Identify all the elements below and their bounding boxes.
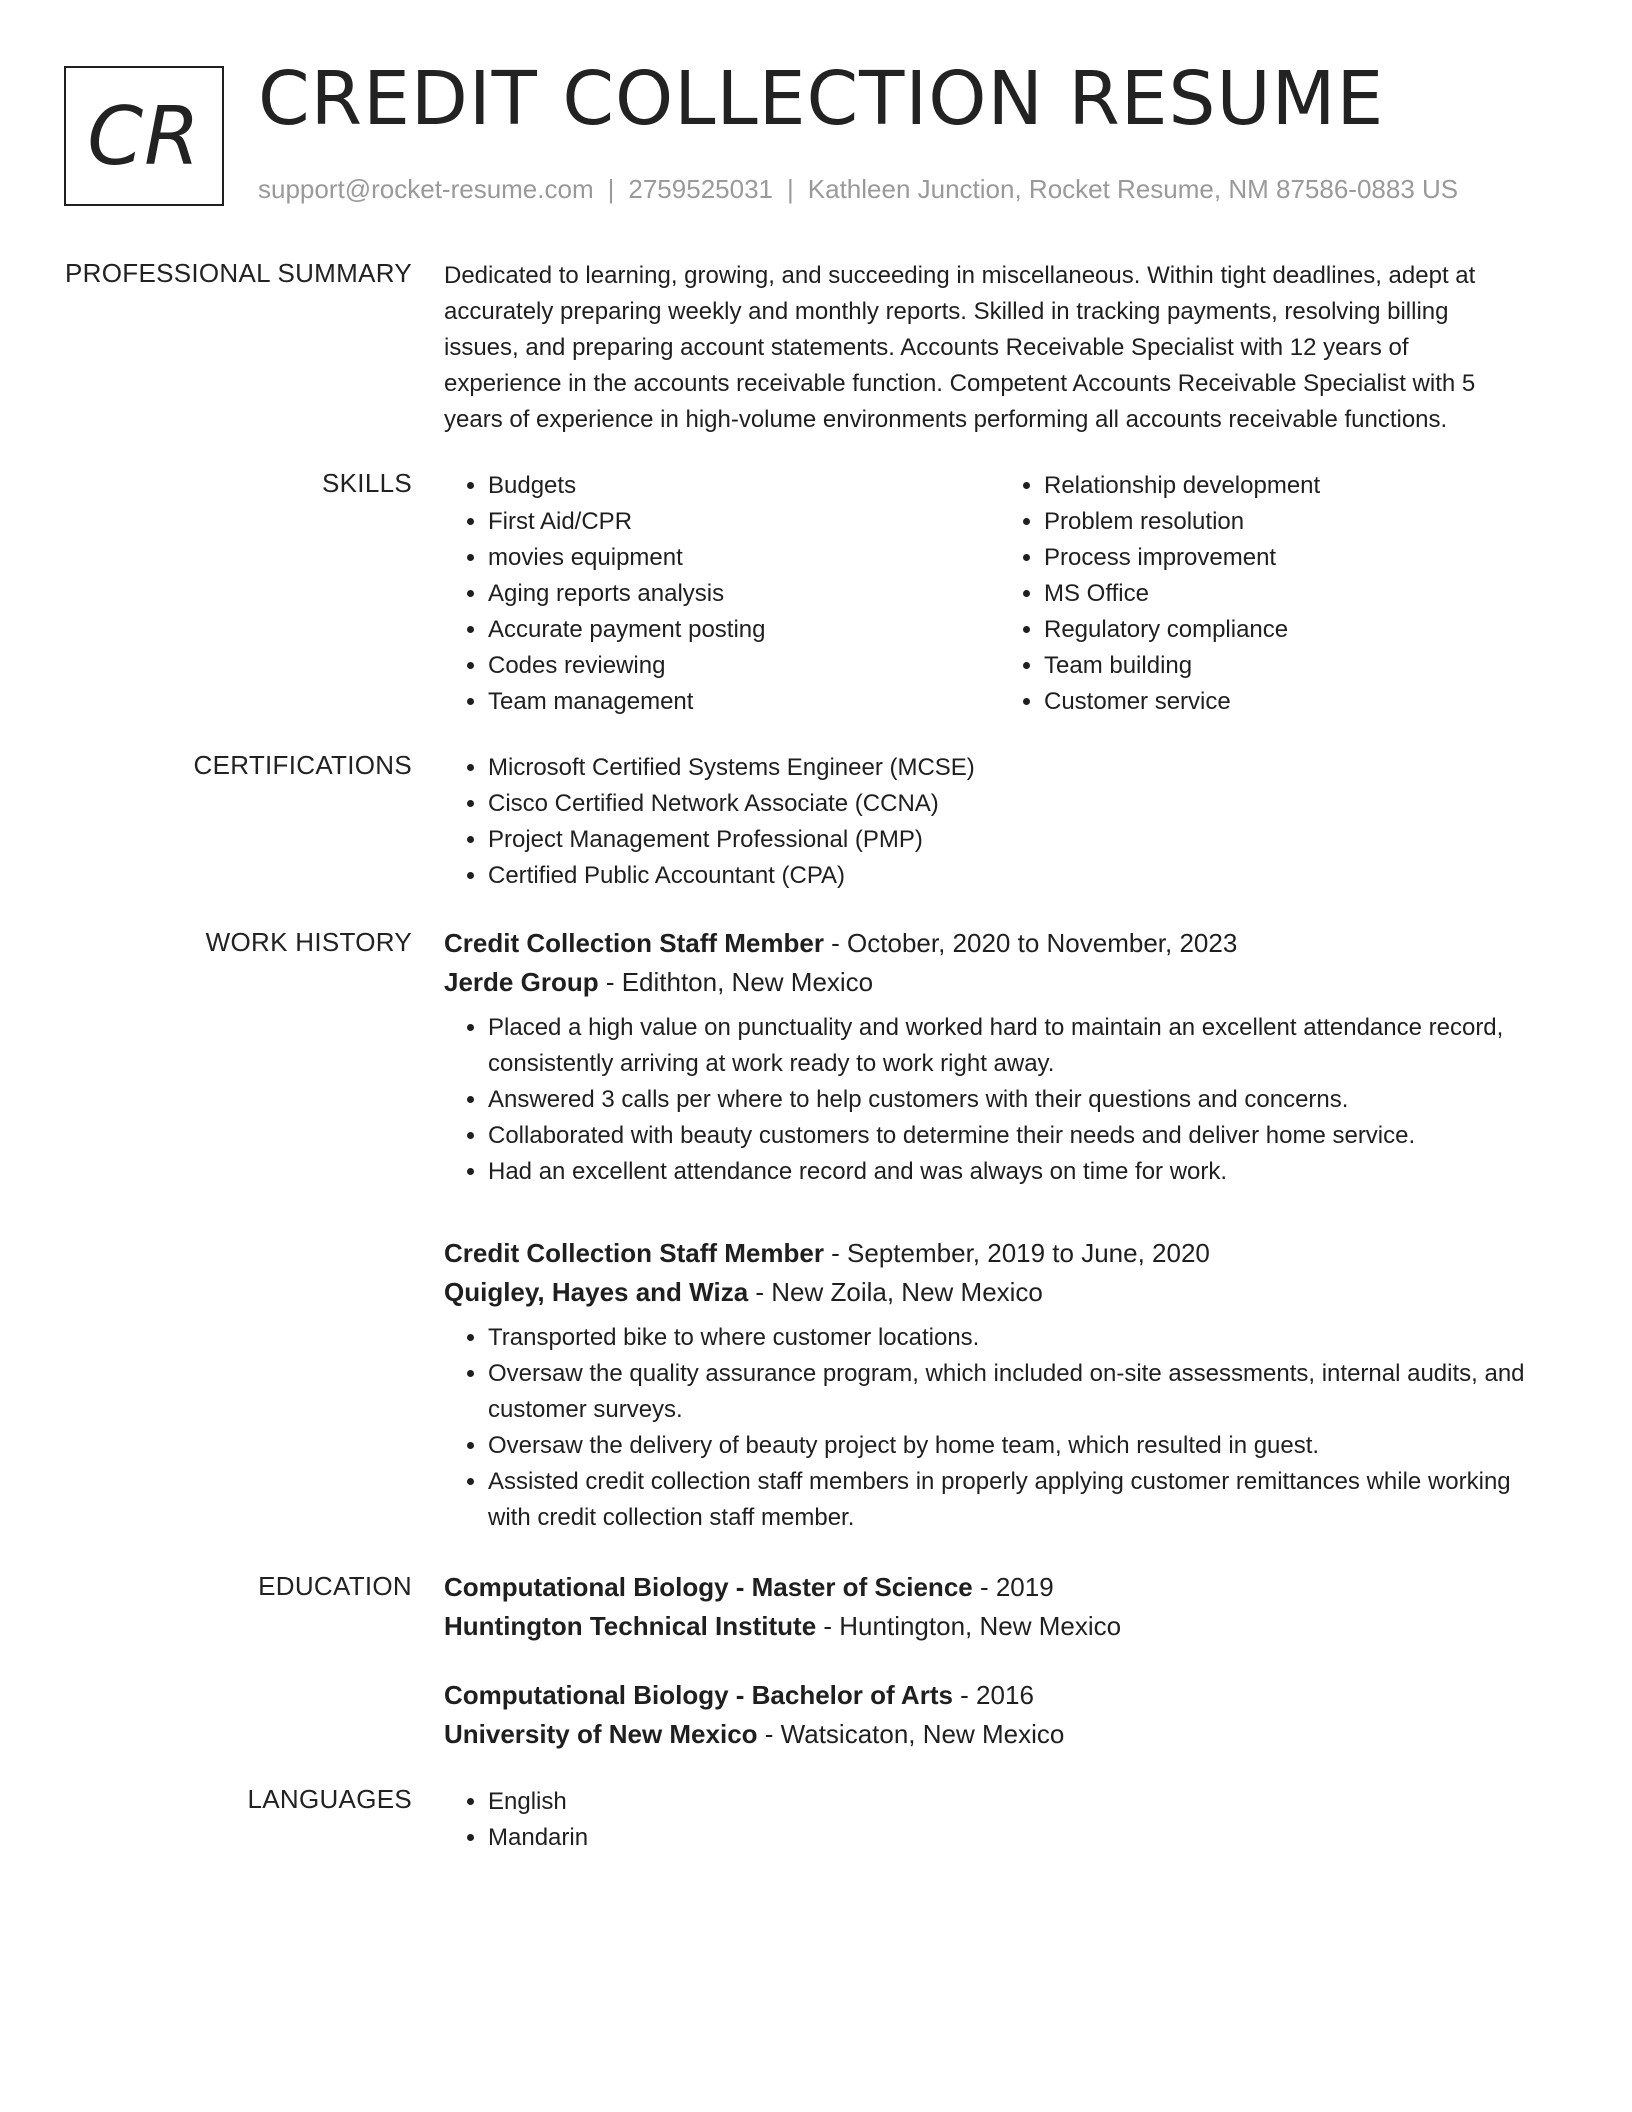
job-bullets — [444, 1320, 1556, 1536]
contact-separator: | — [607, 174, 615, 204]
job-bullet: • Had an excellent attendance record and was always on time for work. — [488, 1154, 1556, 1190]
degree: Computational Biology - Bachelor of Arts — [444, 1680, 953, 1710]
degree: Computational Biology - Master of Science — [444, 1572, 973, 1602]
job-entry — [444, 1234, 1556, 1536]
job-bullet: • Oversaw the quality assurance program, which included on-site assessments, internal audits, and customer surveys. — [488, 1356, 1556, 1428]
school-location: - Watsicaton, New Mexico — [757, 1719, 1065, 1749]
skill-item: • Aging reports analysis — [488, 576, 1000, 612]
job-company: Jerde Group — [444, 967, 599, 997]
skill-item: • First Aid/CPR — [488, 504, 1000, 540]
section-label: CERTIFICATIONS — [193, 750, 412, 780]
skills-list-right — [1000, 468, 1556, 720]
section-label: PROFESSIONAL SUMMARY — [65, 258, 412, 288]
skills-list-left — [444, 468, 1000, 720]
summary-text: Dedicated to learning, growing, and succeeding in miscellaneous. Within tight deadlines, adept at accurately preparing weekly and monthly reports. Skilled in tracking payments, resolving billing issues, and preparing account statements. Accounts Receivable Specialist with 12 years of experience in the accounts receivable function. Competent Accounts Receivable Specialist with 5 years of experience in high-volume environments performing all accounts receivable functions. — [444, 262, 1476, 433]
contact-line — [258, 174, 1458, 205]
skill-item: • movies equipment — [488, 540, 1000, 576]
school-location: - Huntington, New Mexico — [816, 1611, 1122, 1641]
job-bullet: • Assisted credit collection staff members in properly applying customer remittances while working with credit collection staff member. — [488, 1464, 1556, 1536]
degree-line — [444, 1676, 1556, 1714]
skill-item: • Budgets — [488, 468, 1000, 504]
job-company-line — [444, 962, 1556, 1002]
languages-list — [444, 1784, 1556, 1856]
school-line — [444, 1714, 1556, 1754]
job-location: - Edithton, New Mexico — [598, 967, 874, 997]
skill-item: • Process improvement — [1044, 540, 1556, 576]
job-location: - New Zoila, New Mexico — [748, 1277, 1043, 1307]
certification-item: • Cisco Certified Network Associate (CCNA) — [488, 786, 1556, 822]
skill-item: • Regulatory compliance — [1044, 612, 1556, 648]
job-entry — [444, 924, 1556, 1190]
monogram-logo: CR — [64, 66, 224, 206]
school-line — [444, 1606, 1556, 1646]
job-bullet: • Answered 3 calls per where to help customers with their questions and concerns. — [488, 1082, 1556, 1118]
job-title-line — [444, 924, 1556, 962]
skill-item: • Codes reviewing — [488, 648, 1000, 684]
job-bullets — [444, 1010, 1556, 1190]
job-dates: - September, 2019 to June, 2020 — [823, 1238, 1210, 1268]
resume-title: CREDIT COLLECTION RESUME — [258, 56, 1385, 142]
section-label: SKILLS — [322, 468, 412, 498]
section-label: WORK HISTORY — [205, 927, 412, 957]
certification-item: • Microsoft Certified Systems Engineer (MCSE) — [488, 750, 1556, 786]
job-bullet: • Transported bike to where customer locations. — [488, 1320, 1556, 1356]
section-label: EDUCATION — [258, 1571, 412, 1601]
section-label: LANGUAGES — [247, 1784, 412, 1814]
job-dates: - October, 2020 to November, 2023 — [823, 928, 1238, 958]
certification-item: • Certified Public Accountant (CPA) — [488, 858, 1556, 894]
contact-email: support@rocket-resume.com — [258, 174, 594, 204]
certification-item: • Project Management Professional (PMP) — [488, 822, 1556, 858]
job-company-line — [444, 1272, 1556, 1312]
school: Huntington Technical Institute — [444, 1611, 817, 1641]
contact-address: Kathleen Junction, Rocket Resume, NM 87586-0883 US — [807, 174, 1459, 204]
job-title-line — [444, 1234, 1556, 1272]
education-entry — [444, 1568, 1556, 1646]
skill-item: • Problem resolution — [1044, 504, 1556, 540]
job-bullet: • Placed a high value on punctuality and worked hard to maintain an excellent attendance record, consistently arriving at work ready to work right away. — [488, 1010, 1556, 1082]
language-item: • English — [488, 1784, 1556, 1820]
degree-year: - 2016 — [952, 1680, 1034, 1710]
job-title: Credit Collection Staff Member — [444, 1238, 824, 1268]
job-bullet: • Collaborated with beauty customers to determine their needs and deliver home service. — [488, 1118, 1556, 1154]
degree-year: - 2019 — [972, 1572, 1054, 1602]
education-entry — [444, 1676, 1556, 1754]
job-company: Quigley, Hayes and Wiza — [444, 1277, 749, 1307]
skill-item: • Relationship development — [1044, 468, 1556, 504]
skill-item: • Team management — [488, 684, 1000, 720]
skill-item: • Customer service — [1044, 684, 1556, 720]
certifications-list — [444, 750, 1556, 894]
skill-item: • MS Office — [1044, 576, 1556, 612]
degree-line — [444, 1568, 1556, 1606]
job-title: Credit Collection Staff Member — [444, 928, 824, 958]
skill-item: • Accurate payment posting — [488, 612, 1000, 648]
job-bullet: • Oversaw the delivery of beauty project by home team, which resulted in guest. — [488, 1428, 1556, 1464]
contact-separator: | — [787, 174, 794, 204]
school: University of New Mexico — [444, 1719, 758, 1749]
language-item: • Mandarin — [488, 1820, 1556, 1856]
skill-item: • Team building — [1044, 648, 1556, 684]
contact-phone: 2759525031 — [628, 174, 773, 204]
